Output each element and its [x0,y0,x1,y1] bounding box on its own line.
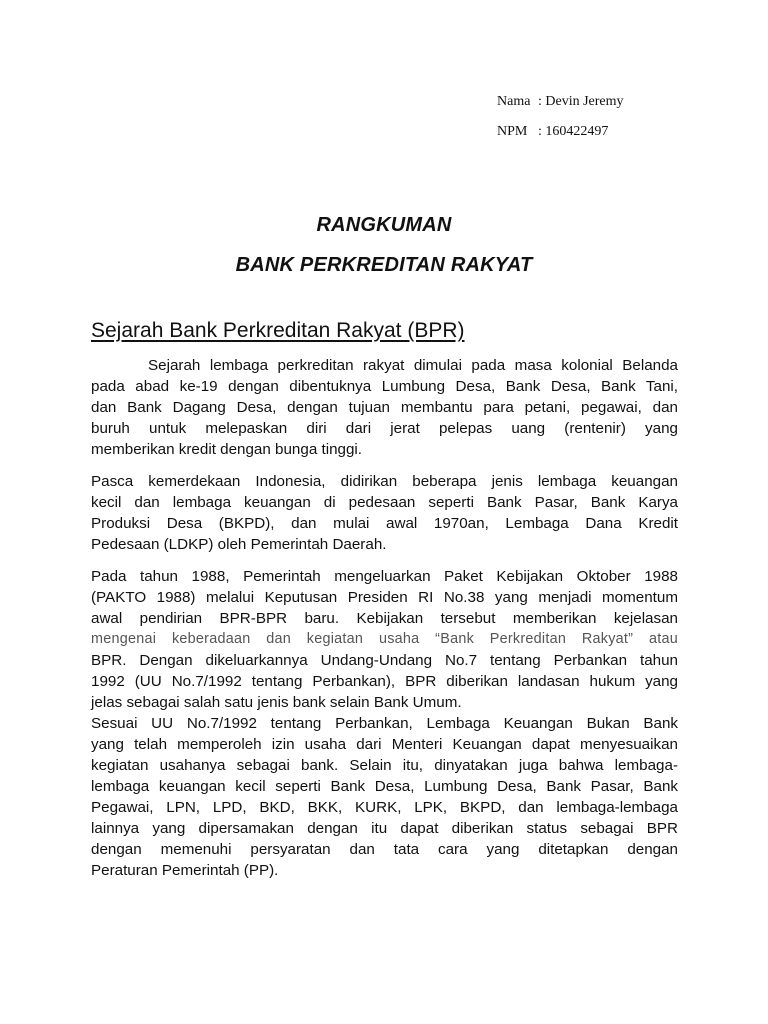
paragraph-2 [91,471,678,555]
name-label: Nama [497,94,531,109]
paragraph-line: awal pendirian BPR-BPR baru. Kebijakan tersebut memberikan kejelasan [91,610,678,627]
paragraph-line: kegiatan usahanya sebagai bank. Selain itu, dinyatakan juga bahwa lembaga- [91,757,678,774]
paragraph-3 [91,566,678,713]
paragraph-line: dan Bank Dagang Desa, dengan tujuan membantu para petani, pegawai, dan [91,399,678,416]
paragraph-line: BPR. Dengan dikeluarkannya Undang-Undang No.7 tentang Perbankan tahun [91,652,678,669]
paragraph-line: buruh untuk melepaskan diri dari jerat pelepas uang (rentenir) yang [91,420,678,437]
paragraph-line: (PAKTO 1988) melalui Keputusan Presiden RI No.38 yang menjadi momentum [91,589,678,606]
paragraph-line: jelas sebagai salah satu jenis bank selain Bank Umum. [91,694,462,711]
paragraph-4 [91,713,678,881]
section-heading: Sejarah Bank Perkreditan Rakyat (BPR) [91,319,465,342]
paragraph-line: yang telah memperoleh izin usaha dari Menteri Keuangan dapat menyesuaikan [91,736,678,753]
paragraph-line: Pegawai, LPN, LPD, BKD, BKK, KURK, LPK, BKPD, dan lembaga-lembaga [91,799,678,816]
paragraph-line: Pedesaan (LDKP) oleh Pemerintah Daerah. [91,536,387,553]
document-title: RANGKUMAN [316,214,452,236]
paragraph-line: Peraturan Pemerintah (PP). [91,862,279,879]
paragraph-line: pada abad ke-19 dengan dibentuknya Lumbung Desa, Bank Desa, Bank Tani, [91,378,678,395]
paragraph-line: kecil dan lembaga keuangan di pedesaan seperti Bank Pasar, Bank Karya [91,494,678,511]
student-npm-row [497,124,608,140]
npm-label: NPM [497,124,528,139]
name-value: : Devin Jeremy [538,94,624,109]
paragraph-line: Sejarah lembaga perkreditan rakyat dimulai pada masa kolonial Belanda [148,357,678,374]
paragraph-line: Pasca kemerdekaan Indonesia, didirikan beberapa jenis lembaga keuangan [91,473,678,490]
paragraph-line: mengenai keberadaan dan kegiatan usaha “Bank Perkreditan Rakyat” atau [91,631,678,647]
paragraph-line: lainnya yang dipersamakan dengan itu dapat diberikan status sebagai BPR [91,820,678,837]
paragraph-line: dengan memenuhi persyaratan dan tata cara yang ditetapkan dengan [91,841,678,858]
paragraph-line: Produksi Desa (BKPD), dan mulai awal 1970an, Lembaga Dana Kredit [91,515,678,532]
paragraph-1 [91,355,678,460]
paragraph-line: 1992 (UU No.7/1992 tentang Perbankan), BPR diberikan landasan hukum yang [91,673,678,690]
paragraph-line: memberikan kredit dengan bunga tinggi. [91,441,363,458]
paragraph-line: lembaga keuangan kecil seperti Bank Desa, Lumbung Desa, Bank Pasar, Bank [91,778,678,795]
document-subtitle: BANK PERKREDITAN RAKYAT [235,254,533,276]
paragraph-line: Pada tahun 1988, Pemerintah mengeluarkan Paket Kebijakan Oktober 1988 [91,568,678,585]
paragraph-line: Sesuai UU No.7/1992 tentang Perbankan, Lembaga Keuangan Bukan Bank [91,715,678,732]
npm-value: : 160422497 [538,124,609,139]
student-name-row [497,94,624,110]
